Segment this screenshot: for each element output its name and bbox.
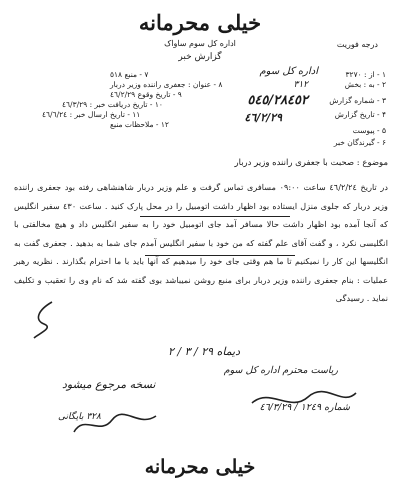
- signature-flourish-right: [250, 385, 360, 415]
- office-line: اداره کل سوم ساواک: [164, 39, 236, 48]
- classification-stamp-top: خیلی محرمانه: [138, 10, 262, 35]
- body-text: در تاریخ ٤٦/٢/٢٤ ساعت ٠٩:٠٠ مسافری تماس گرفت و علم وزیر دربار شاهنشاهی رفته بود جعفری راننده وزیر دربار که جلوی منزل ایستاده بود اظهار داشت اتومبیل را در محل پارک کنید . ساعت ٤٣٠ سفیر انگلیس که آنجا آمده بود اظهار داشت حالا مسافر آمد جای اتومبیل خود را به سفیر انگلیس داد و هیچ مخالفتی با انگلیسی نکرد ، و گفت آقای علم گفته که من خود با سفیر انگلیس آمدم جای شما به بدهید . جعفری گفت به انگلیسها این کار را نمیکنیم تا ما هم وقتی جای خود را میدهیم که آنها باید با ما احترام بگذارند . نظریه رهبر عملیات : بنام جعفری راننده وزیر دربار برای منبع روشن نمیباشد بوی گفته شد که نام وی را تعقیب و تکلیف نماید . رسیدگی: [14, 182, 388, 303]
- signature-left-top: دیماه ٢٩ / ٣ / ٢: [168, 345, 241, 358]
- form-item-1: ۱ - از : ٣٢٧٠: [345, 70, 386, 79]
- subject-line: موضوع : صحبت با جعفری راننده وزیر دربار: [234, 158, 388, 168]
- signature-left-middle: نسخه مرجوع میشود: [62, 378, 156, 391]
- handwritten-from: اداره کل سوم: [259, 66, 318, 77]
- signature-left-bottom: ٣٢٨ بایگانی: [58, 412, 101, 422]
- form-item-7: ۷ - منبع ٥١٨: [110, 70, 149, 79]
- form-item-11: ۱۱ - تاریخ ارسال خبر : ٤٦/٦/٢٤: [42, 110, 141, 119]
- priority-label: درجه فوریت: [336, 40, 378, 49]
- report-date: ٤٦/٢/٢٩: [244, 111, 282, 124]
- report-number: ٥٤٥/٢٨٤٥٢: [247, 93, 308, 108]
- margin-scribble: [30, 300, 60, 340]
- underline-mark: [140, 216, 290, 217]
- signature-right-bottom: شماره ١٢٤٩ / ٤٦/٣/٢٩: [259, 402, 350, 413]
- handwritten-to: ٣١٢: [293, 80, 308, 90]
- signature-flourish-left: [70, 410, 160, 440]
- form-item-10: ۱۰ - تاریخ دریافت خبر : ٤٦/٣/٢٩: [62, 100, 163, 109]
- form-item-5: ۵ - پیوست: [352, 126, 386, 135]
- form-item-2: ۲ - به : بخش: [344, 80, 386, 89]
- form-item-6: ۶ - گیرندگان خبر: [333, 138, 386, 147]
- report-type: گزارش خبر: [178, 52, 222, 62]
- form-item-4: ۴ - تاریخ گزارش: [334, 110, 386, 119]
- signature-right-top: ریاست محترم اداره کل سوم: [223, 365, 338, 376]
- form-item-12: ۱۲ - ملاحظات منبع: [110, 120, 169, 129]
- form-item-8: ۸ - عنوان : جعفری راننده وزیر دربار: [110, 80, 223, 89]
- form-item-3: ۳ - شماره گزارش: [329, 96, 386, 105]
- form-item-9: ۹ - تاریخ وقوع ٤٦/٢/٢٩: [110, 90, 182, 99]
- classification-stamp-bottom: خیلی محرمانه: [144, 456, 256, 478]
- underline-mark: [145, 255, 295, 256]
